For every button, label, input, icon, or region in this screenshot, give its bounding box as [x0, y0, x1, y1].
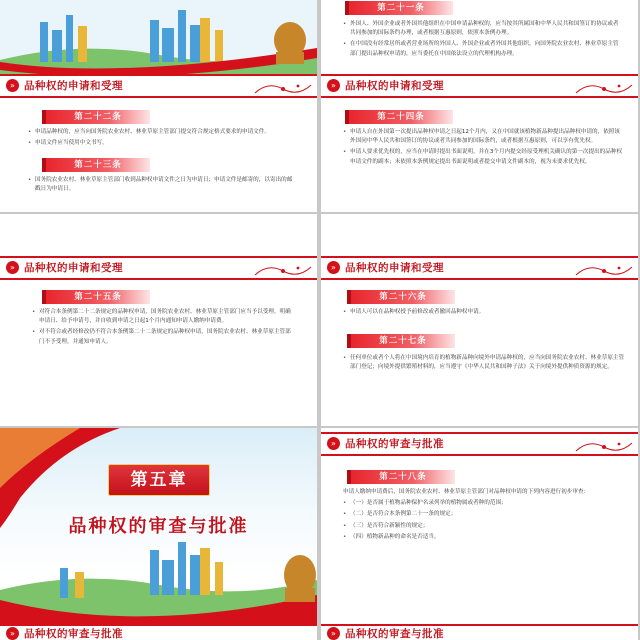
- cityscape-illustration: [0, 0, 317, 74]
- slide-middle-right: [321, 214, 638, 426]
- list-item: • 申请人自在外国第一次提出品种权申请之日起12个月内，又在中国就该植物新品种提出品种权申请的，依照该外国同中华人民共和国签订的协议或者共同参加的国际条约，或者根据互惠原则，可以享有优先权。: [343, 128, 625, 146]
- list-item: • 申请人要求优先权的，应当在申请时提出书面说明，并在3个月内提交经原受理机关确认的第一次提出的品种权申请文件的副本；未依照本条例规定提出书面说明或者提交申请文件副本的，视为未要求优先权。: [343, 148, 625, 166]
- slide-top-right: [321, 0, 638, 212]
- section-header: [321, 74, 638, 98]
- article-text: [343, 488, 627, 544]
- section-title: 品种权的审查与批准: [345, 628, 444, 640]
- header-top-line: [0, 74, 317, 76]
- header-top-line: [321, 256, 638, 258]
- chevron-right-icon: »: [327, 261, 340, 274]
- article-label: 第二十七条: [347, 334, 455, 348]
- article-label: 第二十二条: [42, 110, 150, 124]
- intro-text: 申请人缴纳申请费后，国务院农业农村、林业草原主管部门对品种权申请的下列内容进行初步审查：: [343, 489, 590, 495]
- slide-banner-top-left: [0, 0, 317, 212]
- section-title: 品种权的审查与批准: [345, 438, 444, 450]
- ornament-icon: [253, 261, 313, 279]
- ornament-icon: [574, 261, 634, 279]
- chapter-title: 品种权的审查与批准: [68, 516, 249, 537]
- header-top-line: [321, 432, 638, 434]
- section-title: 品种权的申请和受理: [345, 262, 444, 274]
- list-item: • 申请人可以在品种权授予前修改或者撤回品种权申请。: [343, 308, 625, 317]
- header-bottom-line: [321, 454, 638, 456]
- list-item: • 国务院农业农村、林业草原主管部门收到品种权申请文件之日为申请日；申请文件是邮寄的，以寄出的邮戳日为申请日。: [28, 176, 294, 194]
- section-title: 品种权的申请和受理: [24, 262, 123, 274]
- slide-bottom-right: [321, 428, 638, 640]
- list-item: • 任何单位或者个人将在中国境内培育的植物新品种向境外申请品种权的，应当向国务院农业农村、林业草原主管部门登记；向境外提供繁殖材料的，应当遵守《中华人民共和国种子法》关于向境外提供种质资源的规定。: [343, 354, 625, 372]
- chevron-right-icon: »: [6, 79, 19, 92]
- article-label: 第二十五条: [42, 290, 150, 304]
- section-header: [0, 624, 317, 640]
- cityscape-illustration: [0, 540, 317, 630]
- article-label: 第二十三条: [42, 158, 150, 172]
- section-header: [0, 74, 317, 98]
- article-text: [343, 308, 625, 319]
- chevron-right-icon: »: [327, 627, 340, 640]
- section-header: [321, 256, 638, 280]
- article-label: 第二十八条: [347, 470, 455, 484]
- list-item: • （四）植物新品种的命名是否适当。: [343, 533, 627, 542]
- article-text: [28, 128, 294, 150]
- article-label: 第二十一条: [345, 1, 453, 15]
- section-title: 品种权的申请和受理: [24, 80, 123, 92]
- article-text: [28, 176, 294, 196]
- header-bottom-line: [321, 278, 638, 280]
- ornament-icon: [253, 79, 313, 97]
- header-top-line: [321, 74, 638, 76]
- header-bottom-line: [0, 278, 317, 280]
- list-item: • （三）是否符合新颖性的规定；: [343, 522, 627, 531]
- list-item: • （二）是否符合本条例第二十一条的规定；: [343, 510, 627, 519]
- article-text: [343, 128, 625, 169]
- article-label: 第二十六条: [347, 290, 455, 304]
- article-text: [343, 354, 625, 374]
- article-text: [32, 308, 294, 349]
- list-item: • 对不符合或者经修改仍不符合本条例第二十二条规定的品种权申请，国务院农业农村、林业草原主管部门不予受理，并通知申请人。: [32, 328, 294, 346]
- chevron-right-icon: »: [6, 261, 19, 274]
- section-title: 品种权的审查与批准: [24, 628, 123, 640]
- header-bottom-line: [321, 96, 638, 98]
- list-item: • （一）是否属于植物品种保护名录列举的植物属或者种的范围；: [343, 499, 627, 508]
- chapter-label: 第五章: [108, 464, 210, 496]
- header-bottom-line: [0, 96, 317, 98]
- list-item: • 外国人、外国企业或者外国其他组织在中国申请品种权的，应当按其所属国和中华人民共和国签订的协议或者共同参加的国际条约办理，或者根据互惠原则，依照本条例办理。: [343, 20, 623, 38]
- list-item: • 申请文件应当使用中文书写。: [28, 139, 294, 148]
- section-header: [0, 256, 317, 280]
- article-text: [343, 20, 623, 61]
- section-header: [321, 624, 638, 640]
- chevron-right-icon: »: [327, 437, 340, 450]
- chevron-right-icon: »: [327, 79, 340, 92]
- list-item: • 在中国没有经常居所或者营业场所的外国人、外国企业或者外国其他组织，向国务院农业农村、林业草原主管部门提出品种权申请的，应当委托在中国依法设立的代理机构办理。: [343, 40, 623, 58]
- list-item: • 申请品种权的，应当向国务院农业农村、林业草原主管部门提交符合规定格式要求的申请文件。: [28, 128, 294, 137]
- article-label: 第二十四条: [345, 110, 453, 124]
- list-item: • 对符合本条例第二十二条规定的品种权申请，国务院农业农村、林业草原主管部门应当予以受理，明确申请日、给予申请号，并自收到申请之日起1个月内通知申请人缴纳申请费。: [32, 308, 294, 326]
- ornament-icon: [574, 79, 634, 97]
- ornament-icon: [574, 437, 634, 455]
- slide-chapter: [0, 428, 317, 640]
- chevron-right-icon: »: [6, 627, 19, 640]
- header-top-line: [0, 256, 317, 258]
- section-title: 品种权的申请和受理: [345, 80, 444, 92]
- section-header: [321, 432, 638, 456]
- slide-middle-left: [0, 214, 317, 426]
